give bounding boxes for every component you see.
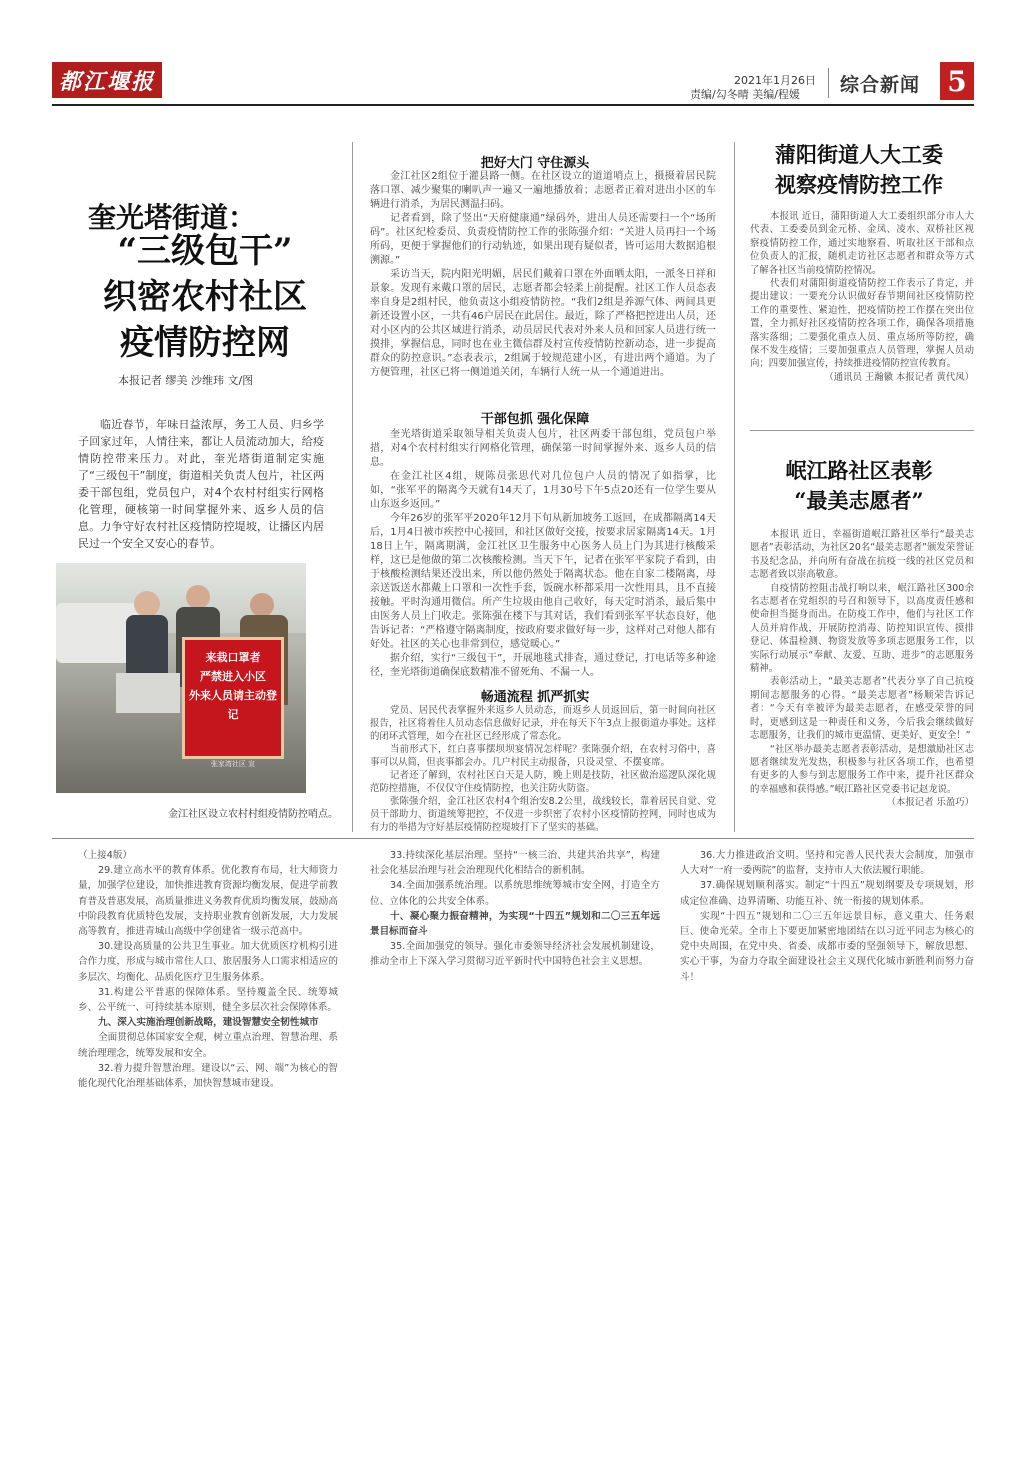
article-divider: [750, 430, 974, 431]
masthead-logo: 都江堰报: [52, 62, 162, 98]
paragraph: 党员、居民代表掌握外来返乡人员动态，而返乡人员返回后，第一时间向社区报告，社区将着住人员动态信息做好记录，并在每天下午3点上报街道办事处。这样的闭环式管理，如今在社区已经形成了常态化。: [370, 705, 716, 742]
right-mid-headline: 岷江路社区表彰 “最美志愿者”: [785, 458, 933, 513]
chapter-heading: 十、凝心聚力振奋精神，为实现“十四五”规划和二〇三五年远景目标而奋斗: [370, 910, 660, 938]
paragraph: 记者看到，除了竖出“天府健康通”绿码外，进出人员还需要扫一个“场所码”。社区纪检委员、负责疫情防控工作的张陈强介绍：“关进人员再扫一个场所码，更便于掌握他们的行动轨迹，如果出现有疑似者，皆可运用大数据追根溯源。”: [370, 213, 716, 266]
lead-summary: 临近春节，年味日益浓厚，务工人员、归乡学子回家过年，人情往来，都让人员流动加大，给疫情防控带来压力。对此，奎光塔街道制定实施了“三级包干”制度，街道相关负责人包片，社区两委干部包组，党员包户，对4个农村村组实行网格化管理，硬核第一时间掌握外来、返乡人员的信息。力争守好农村社区疫情防控堤坡，让播区内居民过一个安全又安心的春节。: [78, 418, 324, 550]
paragraph: 全面贯彻总体国家安全观，树立重点治理、智慧治理、系统治理理念，统筹发展和安全。: [78, 1032, 338, 1059]
paragraph: 30.建设高质量的公共卫生事业。加大优质医疗机构引进合作力度，形成与城市常住人口、旅居服务人口需求相适应的多层次、均衡化、品质化医疗卫生服务体系。: [78, 941, 338, 983]
lead-byline: 本报记者 缪美 沙维玮 文/图: [118, 374, 254, 387]
paragraph: 31.构建公平普惠的保障体系。坚持覆盖全民、统筹城乡、公平统一、可持续基本原则，健全多层次社会保障体系。: [78, 986, 338, 1014]
paragraph: 当前形式下，红白喜事摆坝坝宴情况怎样呢？张陈强介绍，在农村习俗中，喜事可以从简，但丧事都会办。几户村民主动报备，只设灵堂、不摆宴席。: [370, 744, 716, 768]
right-top-body: [750, 210, 974, 384]
paragraph: 表彰活动上，“最美志愿者”代表分享了自己抗疫期间志愿服务的心得。“最美志愿者”杨顺荣告诉记者：“今天有幸被评为最美志愿者，在感受荣誉的同时，更感到这是一种责任和义务，今后我会继续做好志愿服务，让我们的城市更温情、更美好、更安全！”: [750, 676, 974, 742]
lead-headline: “三级包干” 织密农村社区 疫情防控网: [103, 231, 307, 363]
paragraph: 张陈强介绍，金江社区农村4个组治安8.2公里，战线较长，靠着居民自觉、党员干部助力、街道统筹把控，不仅进一步织密了农村小区疫情防控网，同时也成为有力的举措为守好基层疫情防控堤坡打下了坚实的基础。: [370, 796, 716, 833]
paragraph: 37.确保规划顺利落实。制定“十四五”规划纲要及专项规划，形成定位准确、边界清晰、功能互补、统一衔接的规划体系。: [680, 880, 974, 907]
issue-date: 2021年1月26日: [734, 74, 816, 87]
header-rule: [52, 104, 974, 106]
photo-caption: 金江社区设立农村村组疫情防控哨点。: [168, 809, 338, 820]
section-body: [370, 428, 716, 680]
continuation-col-1: [78, 848, 338, 1091]
continuation-col-2: [370, 848, 660, 970]
paragraph: 36.大力推进政治文明。坚持和完善人民代表大会制度，加强市人大对“一府一委两院”的监督，支持市人大依法履行职能。: [680, 850, 974, 877]
column-divider: [352, 142, 353, 832]
paragraph: 29.建立高水平的教育体系。优化教育布局，壮大师资力量，加强学位建设，加快推进教育资源均衡发展，促进学前教育普及普惠发展，高质量推进义务教育优质均衡发展，鼓励高中阶段教育优质特色发展，支持职业教育创新发展，大力发展高等教育，推进青城山高级中学创建省一级示范高中。: [78, 865, 338, 938]
lead-kicker: 奎光塔街道：: [88, 201, 257, 234]
paragraph: 据介绍，实行“三级包干”，开展地毯式排查，通过登记，打电话等多种途径，奎光塔街道确保底数精准不留死角、不漏一人。: [370, 653, 716, 678]
paragraph: 本报讯 近日，幸福街道岷江路社区举行“最美志愿者”表彰活动，为社区20名“最美志愿者”颁发荣誉证书及纪念品，并向所有奋战在抗疫一线的社区党员和志愿者致以崇高敬意。: [750, 529, 974, 581]
paragraph: 采访当天，院内阳光明媚，居民们戴着口罩在外面晒太阳，一派冬日祥和景象。发现有来戴口罩的居民，志愿者都会轻柔上前提醒。社区工作人员态表率自身是2组村民，他负责这小组疫情防控。“我们2组是养源气体、两间具更新还设置小区，一共有46户居民在此居住。最近，除了严格把控进出人员，还对小区内的公共区域进行消杀，动员居民代表对外来人员和回家人员进行统一摸排，掌握信息，同时也在业主微信群及村宣传疫情防控新动态，进一步提高群众的防控意识。”态表表示，2组属于较规范建小区，有进出两个通道。为了方便管理，社区已将一侧道道关闭，车辆行人统一从一个通道进出。: [370, 269, 716, 378]
paragraph: 今年26岁的张军平2020年12月下旬从新加坡务工返回，在成都隔离14天后，1月4日被市疾控中心接回，和社区做好交接，按要求居家隔离14天。1月18日上午，隔离期满，金江社区卫生服务中心医务人员上门为其进行核酸采样，这已是他做的第二次核酸检测。当天下午，记者在张军平家院子看到，由于核酸检测结果还没出来，所以他仍然处于隔离状态。他在自家二楼隔离，母亲送饭送水都戴上口罩和一次性手套，饭碗水杯都采用一次性用具，且不直接接触。平时沟通用微信。所产生垃圾由他自己收好，每天定时消杀，最后集中由医务人员上门收走。张陈强在楼下与其对话，我们看到张军平状态良好，他告诉记者：“严格遵守隔离制度，按政府要求做好每一步，这样对己对他人都有好处。社区的关心也非常到位，感觉暖心。”: [370, 513, 716, 650]
paragraph: 自疫情防控阻击战打响以来，岷江路社区300余名志愿者在党组织的号召和领导下，以高度责任感和使命担当挺身而出。在防疫工作中，他们与社区工作人员并肩作战，开展防控消毒、防控知识宣传、摸排登记、体温检测、物资发放等多项志愿服务工作，以实际行动展示“奉献、友爱、互助、进步”的志愿服务精神。: [750, 582, 974, 675]
section-heading: 畅通流程 抓严抓实: [480, 690, 590, 705]
paragraph: 35.全面加强党的领导。强化市委领导经济社会发展机制建设，推动全市上下深入学习贯彻习近平新时代中国特色社会主义思想。: [370, 941, 660, 968]
sign-footer: 张家湾社区 宣: [210, 760, 256, 768]
credit: （本报记者 乐盈巧）: [886, 797, 974, 809]
editors-line: 责编/勾冬晴 美编/程媛: [690, 88, 800, 101]
paragraph: “社区举办最美志愿者表彰活动，是想激励社区志愿者继续发光发热，积极参与社区各项工作，也希望有更多的人参与到志愿服务工作中来，提升社区群众的幸福感和获得感。”岷江路社区党委书记赵龙说。: [750, 743, 974, 795]
section-rule: [52, 838, 974, 839]
section-body: [370, 704, 716, 834]
lead-photo: [56, 563, 306, 793]
paragraph: 实现“十四五”规划和二〇三五年远景目标，意义重大、任务艰巨、使命光荣。全市上下要更加紧密地团结在以习近平同志为核心的党中央周围，在党中央、省委、成都市委的坚强领导下，解放思想、实心干事，为奋力夺取全面建设社会主义现代化城市新胜利而努力奋斗！: [680, 910, 974, 983]
section-heading: 干部包抓 强化保障: [480, 412, 590, 427]
paragraph: 在金江社区4组，规陈员张思代对几位包户人员的情况了如指掌，比如，“张军平的隔离今天就有14天了，1月30号下午5点20还有一位学生要从山东返乡返回。”: [370, 471, 716, 510]
column-divider: [734, 142, 735, 832]
paragraph: 32.着力提升智慧治理。建设以“云、网、端”为核心的智能化现代化治理基础体系，加快智慧城市建设。: [78, 1062, 338, 1090]
paragraph: 本报讯 近日，蒲阳街道人大工委组织部分市人大代表、工委委员到金元桥、金凤、凌水、双桥社区视察疫情防控工作，通过实地察看、听取社区干部和点位负责人的汇报，随机走访社区志愿者和群众等方式了解各社区当前疫情防控情况。: [750, 211, 974, 276]
paragraph: 记者还了解到，农村社区白天是人防，晚上则是技防，社区做治巡逻队深化规范防控措施，不仅仅守住疫情防控，也关注防火防盗。: [370, 770, 716, 794]
header-divider: [828, 68, 829, 98]
chapter-heading: 九、深入实施治理创新战略，建设智慧安全韧性城市: [98, 1017, 319, 1029]
section-heading: 把好大门 守住源头: [480, 156, 590, 171]
section-name: 综合新闻: [840, 74, 921, 96]
section-body: [370, 170, 716, 380]
paragraph: 奎光塔街道采取领导相关负责人包片，社区两委干部包组，党员包户举措，对4个农村村组实行网格化管理，确保第一时间掌握外来、返乡人员的信息。: [370, 429, 716, 468]
continuation-col-3: [680, 848, 974, 985]
page-number: 5: [940, 62, 974, 100]
paragraph: 34.全面加强系统治理。以系统思维统筹城市安全网，打造全方位、立体化的公共安全体系。: [370, 880, 660, 907]
paragraph: 代表们对蒲阳街道疫情防控工作表示了肯定，并提出建议：一要充分认识做好春节期间社区疫情防控工作的重要性、紧迫性，把疫情防控工作摆在突出位置，全力抓好社区疫情防控各项工作，确保各项措施落实落细；二要强化重点人员、重点场所等防控，确保不发生疫情；三要加强重点人员管理，掌握人员动向；四要加强宣传，持续推进疫情防控宣传教育。: [750, 278, 974, 370]
continuation-note: （上接4版）: [78, 850, 133, 861]
paragraph: 33.持续深化基层治理。坚持“一核三治、共建共治共享”，构建社会化基层治理与社会治理现代化相结合的新机制。: [370, 850, 660, 877]
checkpoint-sign: 来栽口罩者 严禁进入小区 外来人员请主动登记: [182, 637, 284, 759]
paragraph: 金江社区2组位于灌县路一侧。在社区设立的道道哨点上，摄摄着居民院落口罩、减少聚集的喇叭声一遍又一遍地播放着；志愿者正着对进出小区的车辆进行消杀，为居民测温扫码。: [370, 171, 716, 210]
credit: （通讯员 王瀚徽 本报记者 黄代凤）: [824, 371, 974, 383]
right-top-headline: 蒲阳街道人大工委 视察疫情防控工作: [775, 142, 943, 197]
right-mid-body: [750, 528, 974, 810]
